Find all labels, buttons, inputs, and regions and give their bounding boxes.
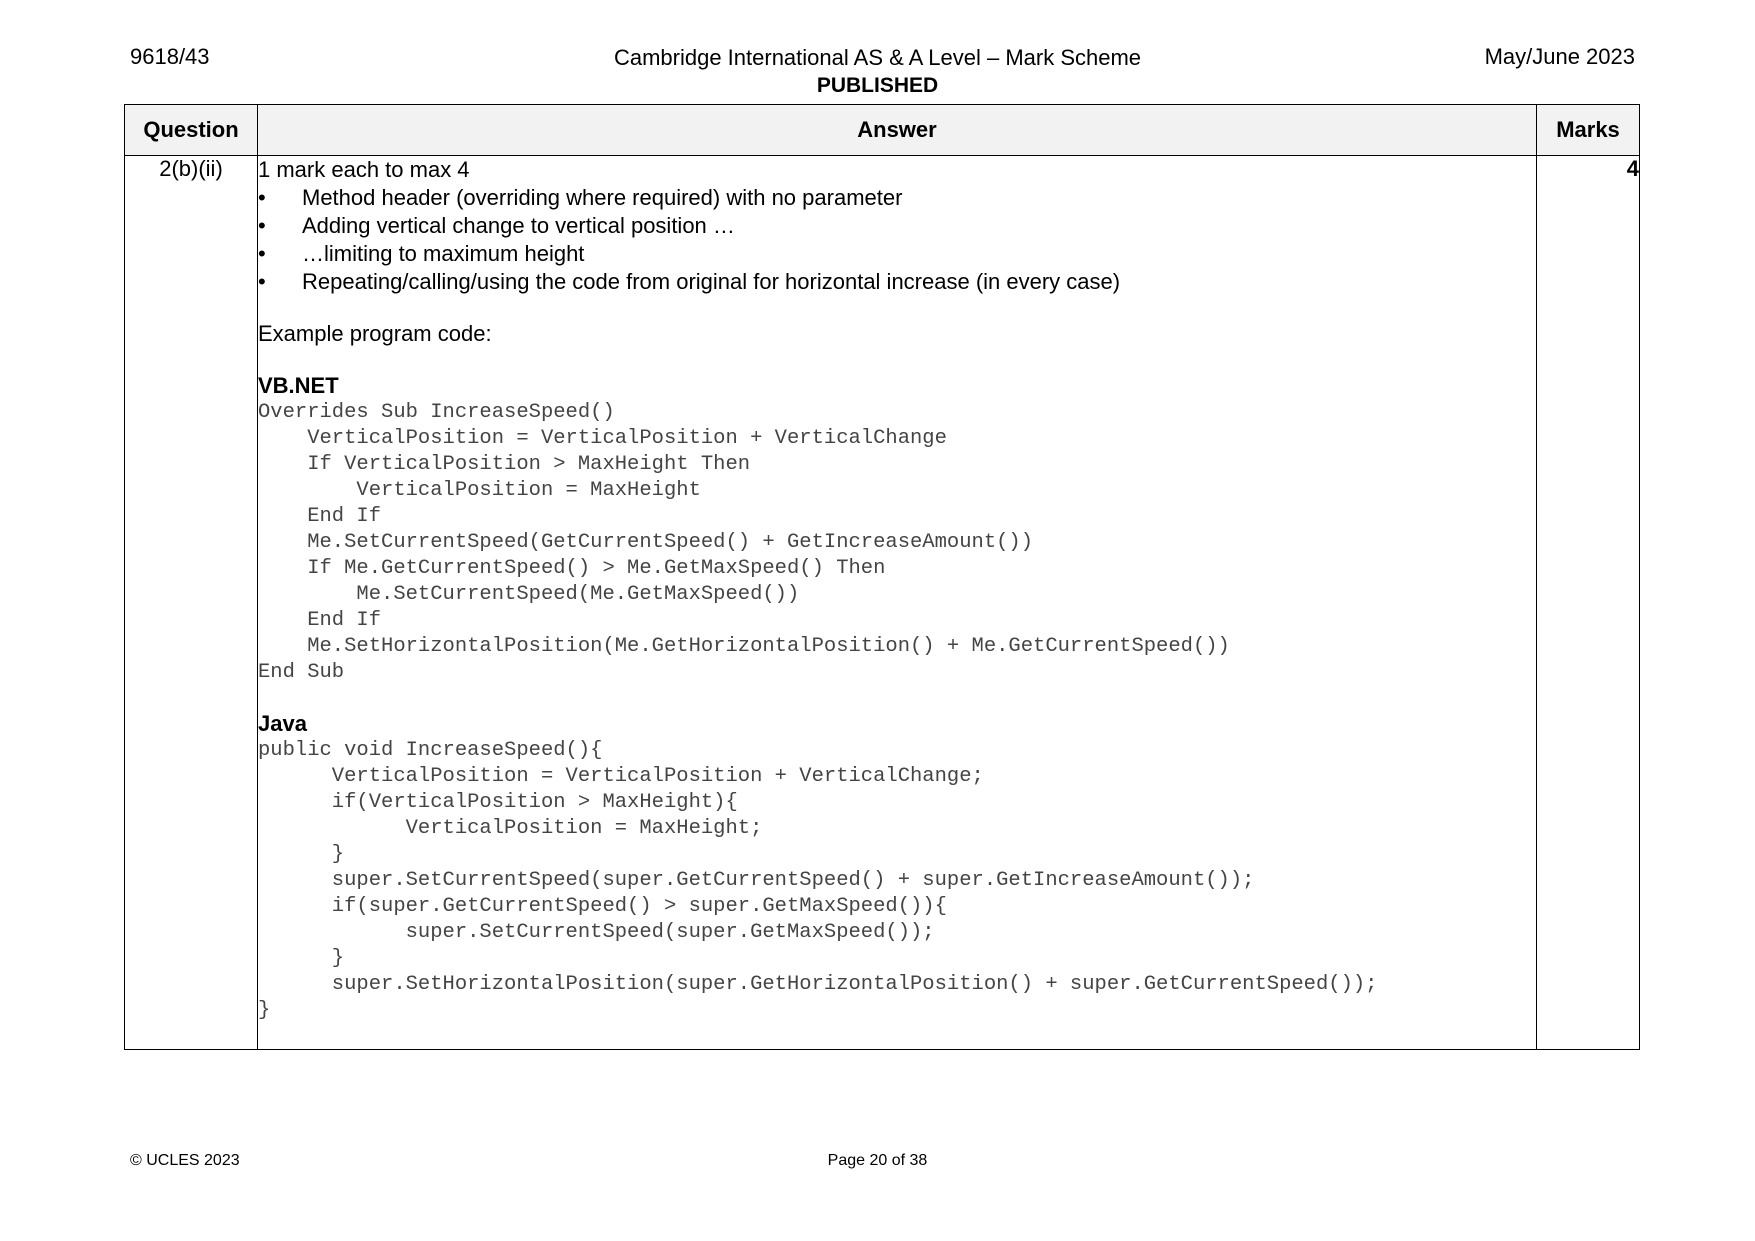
mark-scheme-table	[124, 104, 1640, 1050]
answer-cell	[258, 156, 1537, 1050]
marking-point: • Method header (overriding where required) with no parameter	[258, 184, 1536, 212]
paper-code: 9618/43	[130, 44, 210, 69]
table-row	[125, 156, 1640, 1050]
table-header-row	[125, 105, 1640, 156]
exam-session: May/June 2023	[1484, 44, 1635, 69]
java-heading: Java	[258, 711, 307, 736]
vbnet-code-block: Overrides Sub IncreaseSpeed() VerticalPosition = VerticalPosition + VerticalChange If VerticalPosition > MaxHeight Then VerticalPosition = MaxHeight End If Me.SetCurrentSpeed(GetCurrentSpeed() + GetIncreaseAmount()) If Me.GetCurrentSpeed() > Me.GetMaxSpeed() Then Me.SetCurrentSpeed(Me.GetMaxSpeed()) End If Me.SetHorizontalPosition(Me.GetHorizontalPosition() + Me.GetCurrentSpeed()) End Sub	[258, 401, 1230, 684]
marking-point: • Repeating/calling/using the code from original for horizontal increase (in every case)	[258, 268, 1536, 296]
example-code-label: Example program code:	[258, 321, 492, 346]
document-title: Cambridge International AS & A Level – Mark Scheme	[613, 45, 1142, 70]
marking-point: • Adding vertical change to vertical position …	[258, 212, 1536, 240]
page-number: Page 20 of 38	[827, 1152, 928, 1169]
marks-column-header: Marks	[1537, 105, 1640, 156]
copyright-notice: © UCLES 2023	[130, 1152, 240, 1169]
marking-point: • …limiting to maximum height	[258, 240, 1536, 268]
mark-allocation-intro: 1 mark each to max 4	[258, 157, 470, 182]
answer-column-header: Answer	[258, 105, 1537, 156]
marks-value: 4	[1537, 156, 1640, 1050]
question-column-header: Question	[125, 105, 258, 156]
vbnet-heading: VB.NET	[258, 373, 339, 398]
marking-points-list	[258, 184, 1536, 296]
question-number: 2(b)(ii)	[125, 156, 258, 1050]
published-label: PUBLISHED	[816, 74, 939, 97]
java-code-block: public void IncreaseSpeed(){ VerticalPosition = VerticalPosition + VerticalChange; if(VerticalPosition > MaxHeight){ VerticalPosition = MaxHeight; } super.SetCurrentSpeed(super.GetCurrentSpeed() + super.GetIncreaseAmount()); if(super.GetCurrentSpeed() > super.GetMaxSpeed()){ super.SetCurrentSpeed(super.GetMaxSpeed()); } super.SetHorizontalPosition(super.GetHorizontalPosition() + super.GetCurrentSpeed()); }	[258, 739, 1378, 1022]
